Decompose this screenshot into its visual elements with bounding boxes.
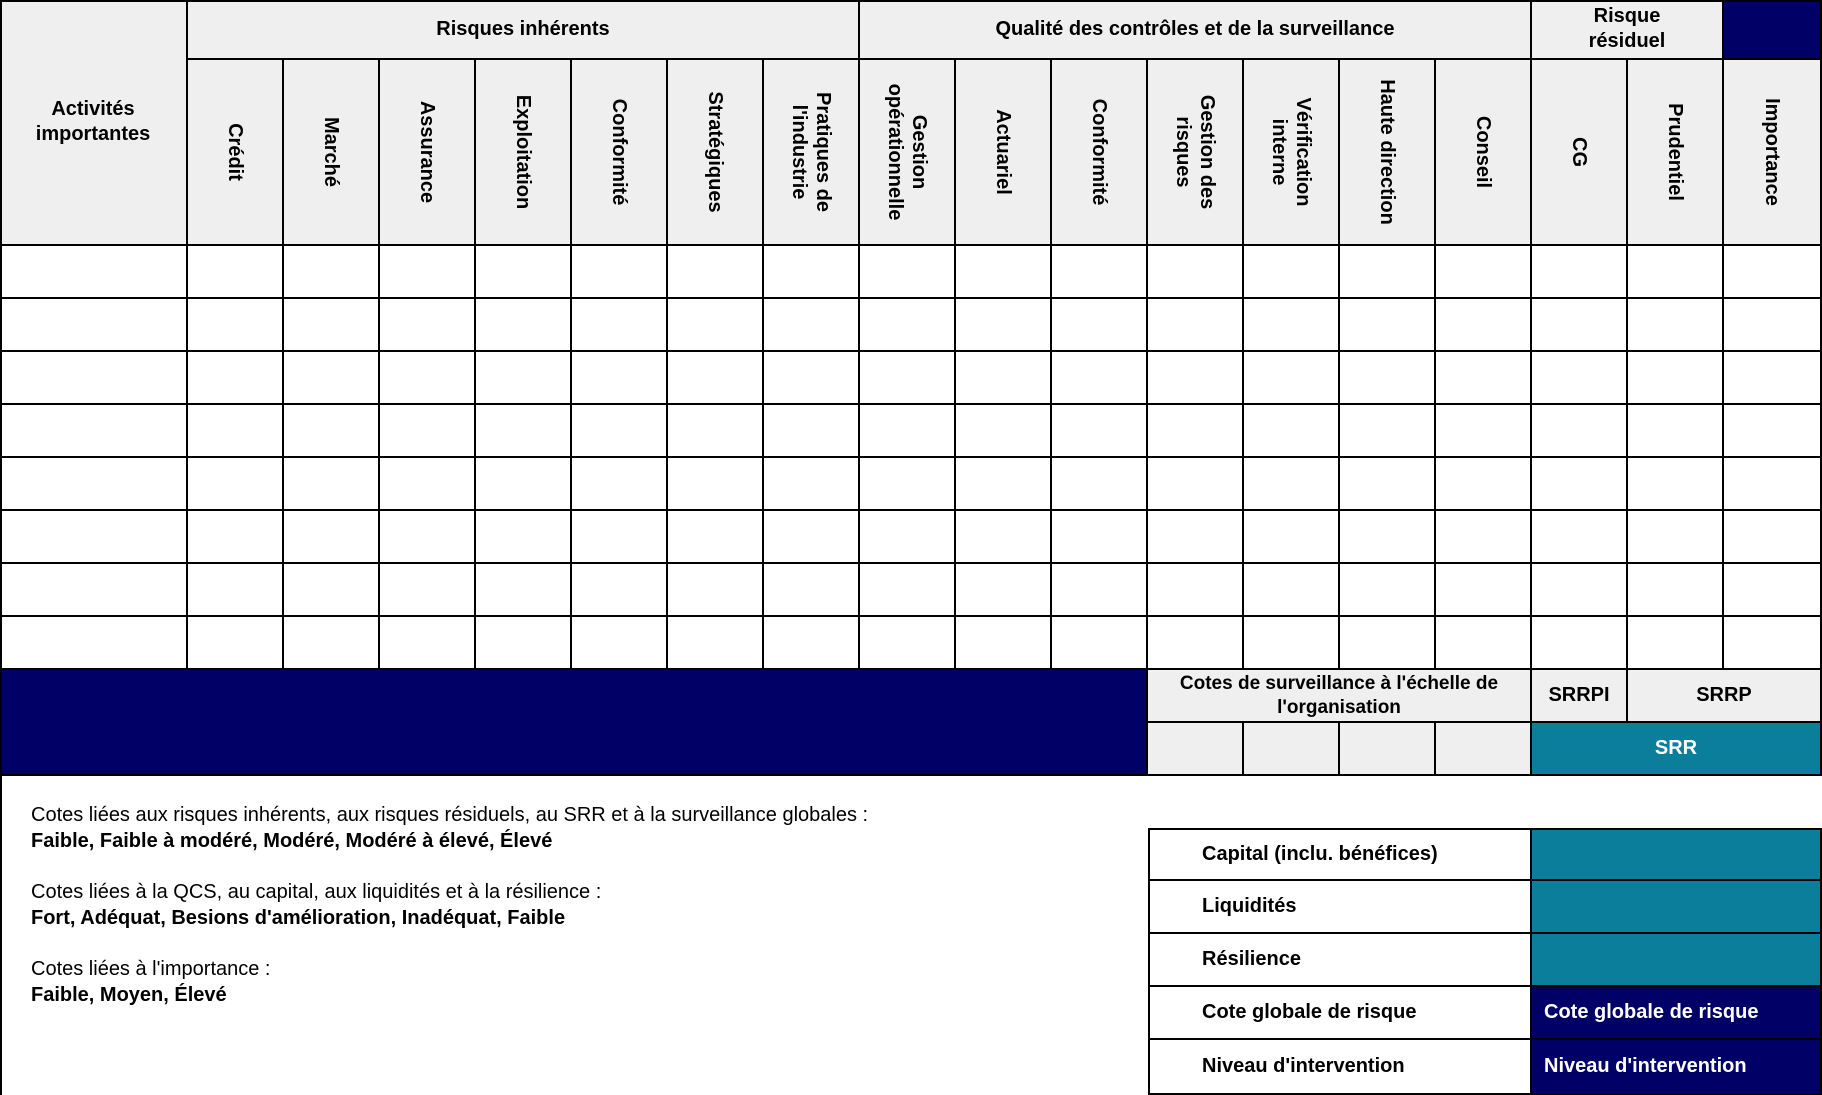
table-cell[interactable] bbox=[284, 299, 380, 352]
column-header-inherent bbox=[572, 60, 668, 246]
table-cell[interactable] bbox=[284, 458, 380, 511]
table-cell[interactable] bbox=[1628, 458, 1724, 511]
table-cell[interactable] bbox=[1148, 246, 1244, 299]
table-cell[interactable] bbox=[476, 458, 572, 511]
table-cell[interactable] bbox=[188, 299, 284, 352]
table-cell[interactable] bbox=[476, 299, 572, 352]
table-cell[interactable] bbox=[572, 617, 668, 670]
column-header-quality bbox=[956, 60, 1052, 246]
table-cell[interactable] bbox=[1148, 511, 1244, 564]
table-cell[interactable] bbox=[1244, 299, 1340, 352]
table-cell[interactable] bbox=[1244, 617, 1340, 670]
srrpi-cell: SRRPI bbox=[1532, 670, 1628, 723]
table-cell[interactable] bbox=[1724, 246, 1822, 299]
table-cell[interactable] bbox=[764, 564, 860, 617]
table-cell[interactable] bbox=[1052, 564, 1148, 617]
table-cell[interactable] bbox=[572, 511, 668, 564]
rating-legend bbox=[31, 802, 1131, 1033]
table-cell[interactable] bbox=[1436, 405, 1532, 458]
table-cell[interactable] bbox=[1244, 564, 1340, 617]
legend-intro: Cotes liées aux risques inhérents, aux risques résiduels, au SRR et à la surveillance globales : bbox=[31, 804, 869, 826]
table-cell[interactable] bbox=[764, 246, 860, 299]
table-cell[interactable] bbox=[668, 299, 764, 352]
org-ratings-label: Cotes de surveillance à l'échelle de l'organisation bbox=[1148, 670, 1532, 723]
table-cell[interactable] bbox=[860, 458, 956, 511]
table-cell[interactable] bbox=[188, 405, 284, 458]
column-header-quality-label: Actuariel bbox=[992, 109, 1014, 195]
legend-intro: Cotes liées à la QCS, au capital, aux liquidités et à la résilience : bbox=[31, 881, 602, 903]
table-cell[interactable] bbox=[1148, 564, 1244, 617]
rating-row-value[interactable]: Niveau d'intervention bbox=[1532, 1040, 1822, 1095]
column-header-quality bbox=[1340, 60, 1436, 246]
table-cell[interactable] bbox=[764, 617, 860, 670]
column-header-importance-label: Importance bbox=[1761, 98, 1783, 206]
table-cell[interactable] bbox=[1436, 458, 1532, 511]
header-inherent-risks: Risques inhérents bbox=[188, 0, 860, 60]
table-cell[interactable] bbox=[1244, 458, 1340, 511]
table-cell[interactable] bbox=[860, 617, 956, 670]
table-cell[interactable] bbox=[860, 352, 956, 405]
rating-row-value[interactable] bbox=[1532, 934, 1822, 987]
table-cell[interactable] bbox=[1148, 617, 1244, 670]
rating-row-value[interactable] bbox=[1532, 881, 1822, 934]
table-cell[interactable] bbox=[860, 405, 956, 458]
table-cell[interactable] bbox=[1436, 564, 1532, 617]
rating-row-value[interactable] bbox=[1532, 828, 1822, 881]
column-header-residual-label: CG bbox=[1568, 137, 1590, 167]
org-rating-cell[interactable] bbox=[1148, 723, 1244, 776]
table-cell[interactable] bbox=[476, 405, 572, 458]
table-cell[interactable] bbox=[1052, 246, 1148, 299]
table-cell[interactable] bbox=[284, 511, 380, 564]
table-cell[interactable] bbox=[764, 352, 860, 405]
table-cell[interactable] bbox=[956, 246, 1052, 299]
column-header-residual-label: Prudentiel bbox=[1664, 103, 1686, 201]
table-cell[interactable] bbox=[476, 564, 572, 617]
column-header-residual bbox=[1532, 60, 1628, 246]
table-cell[interactable] bbox=[1724, 511, 1822, 564]
table-cell[interactable] bbox=[1340, 617, 1436, 670]
column-header-inherent bbox=[380, 60, 476, 246]
table-cell[interactable] bbox=[476, 246, 572, 299]
table-cell[interactable] bbox=[1148, 405, 1244, 458]
srr-cell: SRR bbox=[1532, 723, 1822, 776]
legend-qcs bbox=[31, 879, 1131, 931]
table-cell[interactable] bbox=[188, 246, 284, 299]
column-header-inherent-label: Assurance bbox=[416, 100, 438, 204]
rating-row-label: Résilience bbox=[1148, 934, 1532, 987]
table-cell[interactable] bbox=[860, 564, 956, 617]
table-cell[interactable] bbox=[1244, 246, 1340, 299]
legend-importance bbox=[31, 956, 1131, 1008]
table-cell[interactable] bbox=[860, 511, 956, 564]
header-control-quality: Qualité des contrôles et de la surveillance bbox=[860, 0, 1532, 60]
header-importance-top bbox=[1724, 0, 1822, 60]
table-cell[interactable] bbox=[284, 405, 380, 458]
table-cell[interactable] bbox=[1436, 352, 1532, 405]
table-cell[interactable] bbox=[1628, 564, 1724, 617]
column-header-quality bbox=[860, 60, 956, 246]
table-cell[interactable] bbox=[0, 458, 188, 511]
column-header-inherent-label: Exploitation bbox=[512, 94, 534, 210]
table-cell[interactable] bbox=[668, 617, 764, 670]
table-cell[interactable] bbox=[956, 617, 1052, 670]
table-cell[interactable] bbox=[572, 299, 668, 352]
table-cell[interactable] bbox=[1340, 564, 1436, 617]
table-cell[interactable] bbox=[1532, 511, 1628, 564]
table-cell[interactable] bbox=[956, 511, 1052, 564]
column-header-quality bbox=[1148, 60, 1244, 246]
table-cell[interactable] bbox=[1724, 564, 1822, 617]
table-cell[interactable] bbox=[572, 352, 668, 405]
table-cell[interactable] bbox=[1532, 299, 1628, 352]
table-cell[interactable] bbox=[380, 352, 476, 405]
table-cell[interactable] bbox=[476, 617, 572, 670]
table-cell[interactable] bbox=[1340, 246, 1436, 299]
table-cell[interactable] bbox=[0, 246, 188, 299]
column-header-quality-label: Conformité bbox=[1088, 98, 1110, 206]
table-cell[interactable] bbox=[1532, 405, 1628, 458]
table-cell[interactable] bbox=[1628, 246, 1724, 299]
table-cell[interactable] bbox=[0, 511, 188, 564]
table-cell[interactable] bbox=[668, 458, 764, 511]
table-cell[interactable] bbox=[0, 564, 188, 617]
column-header-quality-label: Gestion des risques bbox=[1172, 94, 1218, 210]
table-cell[interactable] bbox=[188, 564, 284, 617]
table-cell[interactable] bbox=[572, 405, 668, 458]
table-cell[interactable] bbox=[1052, 458, 1148, 511]
table-cell[interactable] bbox=[1052, 299, 1148, 352]
table-cell[interactable] bbox=[1436, 617, 1532, 670]
table-cell[interactable] bbox=[1148, 299, 1244, 352]
table-cell[interactable] bbox=[1148, 352, 1244, 405]
table-cell[interactable] bbox=[0, 299, 188, 352]
table-cell[interactable] bbox=[572, 458, 668, 511]
table-cell[interactable] bbox=[1244, 511, 1340, 564]
table-cell[interactable] bbox=[0, 617, 188, 670]
table-cell[interactable] bbox=[1628, 511, 1724, 564]
org-rating-cell[interactable] bbox=[1340, 723, 1436, 776]
table-cell[interactable] bbox=[380, 617, 476, 670]
table-cell[interactable] bbox=[1340, 511, 1436, 564]
table-cell[interactable] bbox=[1532, 246, 1628, 299]
header-activities: Activités importantes bbox=[0, 0, 188, 246]
table-cell[interactable] bbox=[1628, 299, 1724, 352]
table-cell[interactable] bbox=[0, 405, 188, 458]
column-header-residual bbox=[1628, 60, 1724, 246]
table-cell[interactable] bbox=[476, 352, 572, 405]
table-cell[interactable] bbox=[668, 246, 764, 299]
table-cell[interactable] bbox=[1436, 511, 1532, 564]
column-header-quality bbox=[1436, 60, 1532, 246]
column-header-quality-label: Conseil bbox=[1472, 115, 1494, 189]
column-header-inherent-label: Crédit bbox=[224, 123, 246, 181]
table-cell[interactable] bbox=[956, 405, 1052, 458]
legend-values: Fort, Adéquat, Besions d'amélioration, Inadéquat, Faible bbox=[31, 907, 566, 929]
column-header-inherent-label: Marché bbox=[320, 116, 342, 188]
table-cell[interactable] bbox=[764, 299, 860, 352]
column-header-inherent bbox=[668, 60, 764, 246]
table-cell[interactable] bbox=[1052, 405, 1148, 458]
rating-row-label: Cote globale de risque bbox=[1148, 987, 1532, 1040]
legend-values: Faible, Moyen, Élevé bbox=[31, 984, 227, 1006]
table-cell[interactable] bbox=[1724, 405, 1822, 458]
table-cell[interactable] bbox=[764, 458, 860, 511]
table-cell[interactable] bbox=[1628, 352, 1724, 405]
table-cell[interactable] bbox=[668, 352, 764, 405]
table-cell[interactable] bbox=[1724, 352, 1822, 405]
table-cell[interactable] bbox=[1628, 405, 1724, 458]
table-cell[interactable] bbox=[1052, 511, 1148, 564]
table-cell[interactable] bbox=[380, 564, 476, 617]
column-header-quality-label: Gestion opérationnelle bbox=[884, 83, 930, 221]
table-cell[interactable] bbox=[1532, 564, 1628, 617]
table-cell[interactable] bbox=[956, 458, 1052, 511]
legend-inherent bbox=[31, 802, 1131, 854]
column-header-quality-label: Vérification interne bbox=[1268, 97, 1314, 207]
table-cell[interactable] bbox=[380, 246, 476, 299]
column-header-quality-label: Haute direction bbox=[1376, 79, 1398, 225]
table-cell[interactable] bbox=[188, 511, 284, 564]
table-cell[interactable] bbox=[1532, 617, 1628, 670]
table-cell[interactable] bbox=[1340, 458, 1436, 511]
table-cell[interactable] bbox=[1724, 458, 1822, 511]
table-cell[interactable] bbox=[1340, 405, 1436, 458]
table-cell[interactable] bbox=[1436, 246, 1532, 299]
table-cell[interactable] bbox=[1628, 617, 1724, 670]
rating-row-label: Capital (inclu. bénéfices) bbox=[1148, 828, 1532, 881]
table-cell[interactable] bbox=[668, 405, 764, 458]
table-cell[interactable] bbox=[1724, 617, 1822, 670]
table-cell[interactable] bbox=[380, 405, 476, 458]
table-cell[interactable] bbox=[1052, 617, 1148, 670]
table-cell[interactable] bbox=[860, 299, 956, 352]
column-header-inherent bbox=[188, 60, 284, 246]
table-cell[interactable] bbox=[1244, 405, 1340, 458]
table-cell[interactable] bbox=[1148, 458, 1244, 511]
table-cell[interactable] bbox=[956, 299, 1052, 352]
table-cell[interactable] bbox=[1052, 352, 1148, 405]
table-cell[interactable] bbox=[1244, 352, 1340, 405]
table-cell[interactable] bbox=[1340, 352, 1436, 405]
table-cell[interactable] bbox=[668, 564, 764, 617]
table-cell[interactable] bbox=[0, 352, 188, 405]
rating-row-label: Liquidités bbox=[1148, 881, 1532, 934]
table-cell[interactable] bbox=[860, 246, 956, 299]
table-cell[interactable] bbox=[1436, 299, 1532, 352]
table-cell[interactable] bbox=[764, 405, 860, 458]
table-cell[interactable] bbox=[380, 458, 476, 511]
column-header-inherent-label: Pratiques de l'industrie bbox=[788, 91, 834, 213]
column-header-importance bbox=[1724, 60, 1822, 246]
table-cell[interactable] bbox=[188, 352, 284, 405]
column-header-quality bbox=[1052, 60, 1148, 246]
legend-values: Faible, Faible à modéré, Modéré, Modéré à élevé, Élevé bbox=[31, 830, 553, 852]
summary-navy-band bbox=[0, 670, 1148, 776]
table-cell[interactable] bbox=[284, 352, 380, 405]
table-cell[interactable] bbox=[284, 564, 380, 617]
table-cell[interactable] bbox=[188, 458, 284, 511]
table-cell[interactable] bbox=[1724, 299, 1822, 352]
table-cell[interactable] bbox=[284, 246, 380, 299]
rating-row-value[interactable]: Cote globale de risque bbox=[1532, 987, 1822, 1040]
table-cell[interactable] bbox=[380, 511, 476, 564]
table-cell[interactable] bbox=[1532, 458, 1628, 511]
column-header-inherent bbox=[764, 60, 860, 246]
table-cell[interactable] bbox=[572, 246, 668, 299]
table-cell[interactable] bbox=[1340, 299, 1436, 352]
srrp-cell: SRRP bbox=[1628, 670, 1822, 723]
table-cell[interactable] bbox=[956, 564, 1052, 617]
table-cell[interactable] bbox=[188, 617, 284, 670]
table-cell[interactable] bbox=[764, 511, 860, 564]
column-header-quality bbox=[1244, 60, 1340, 246]
org-rating-cell[interactable] bbox=[1244, 723, 1340, 776]
table-cell[interactable] bbox=[956, 352, 1052, 405]
table-cell[interactable] bbox=[572, 564, 668, 617]
legend-intro: Cotes liées à l'importance : bbox=[31, 958, 271, 980]
header-residual-risk: Risque résiduel bbox=[1532, 0, 1724, 60]
table-cell[interactable] bbox=[476, 511, 572, 564]
org-rating-cell[interactable] bbox=[1436, 723, 1532, 776]
rating-row-label: Niveau d'intervention bbox=[1148, 1040, 1532, 1095]
column-header-inherent-label: Stratégiques bbox=[704, 91, 726, 213]
table-cell[interactable] bbox=[668, 511, 764, 564]
table-cell[interactable] bbox=[284, 617, 380, 670]
column-header-inherent bbox=[476, 60, 572, 246]
table-cell[interactable] bbox=[1532, 352, 1628, 405]
table-cell[interactable] bbox=[380, 299, 476, 352]
column-header-inherent-label: Conformité bbox=[608, 98, 630, 206]
column-header-inherent bbox=[284, 60, 380, 246]
